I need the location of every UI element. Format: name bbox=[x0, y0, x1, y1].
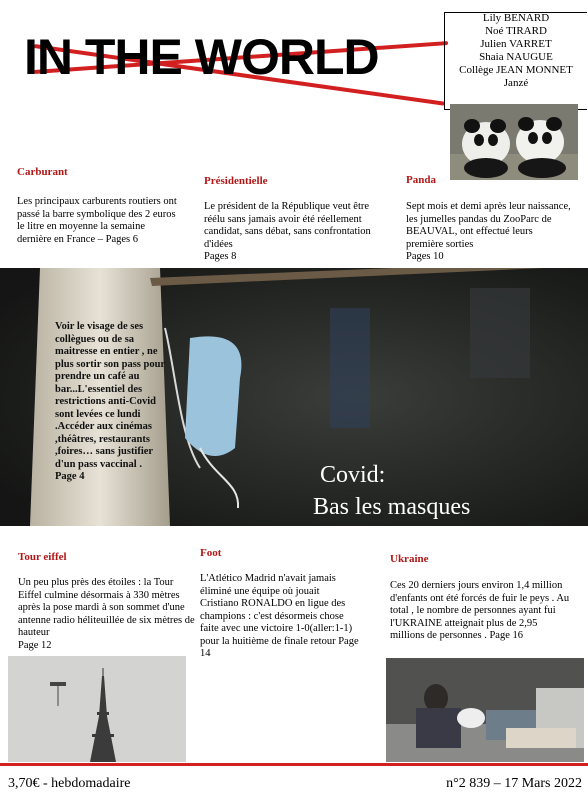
article-presidentielle-text: Le président de la République veut être réélu sans jamais avoir été réellement candidat, sans débat, sans confrontation d'idées bbox=[204, 201, 371, 250]
eiffel-photo bbox=[8, 656, 186, 762]
article-ukraine: Ces 20 derniers jours environ 1,4 million d'enfants ont été forcés de fuir le peys . Au total , le nombre de personnes ayant fui l'UKRAINE atteignait plus de 2,95 millions de personnes . Page 16 bbox=[390, 580, 570, 641]
section-title-ukraine: Ukraine bbox=[390, 553, 429, 565]
article-tour-eiffel bbox=[18, 577, 198, 652]
article-carburant: Les principaux carburents routiers ont passé la barre symbolique des 2 euros le litre en moyenne la semaine dernière en France – Pages 6 bbox=[17, 196, 177, 245]
cover-headline-1: Covid: bbox=[320, 462, 386, 488]
footer-divider bbox=[0, 763, 588, 766]
article-panda bbox=[406, 201, 571, 264]
footer-price: 3,70€ - hebdomadaire bbox=[8, 776, 131, 791]
article-foot: L'Atlético Madrid n'avait jamais éliminé une équipe où jouait Cristiano RONALDO en ligue des champions : c'est désormeis chose faite avec une victoire 1-0(aller:1-1) pour la huitième de finale retour Page 14 bbox=[200, 573, 359, 659]
author-line: Noé TIRARD bbox=[485, 25, 547, 37]
section-title-foot: Foot bbox=[200, 547, 222, 559]
panda-photo bbox=[450, 104, 578, 180]
article-presidentielle bbox=[204, 201, 374, 264]
footer-issue: n°2 839 – 17 Mars 2022 bbox=[446, 776, 582, 791]
cover-teaser: Voir le visage de ses collègues ou de sa maitresse en entier , ne plus sortir son pass pour prendre un café au bar...L'essentiel des restrictions anti-Covid sont levées ce lundi .Accéder aux cinémas ,théâtres, restaurants ,foires… sans justifier d'un pass vaccinal . Page 4 bbox=[55, 321, 165, 482]
ukraine-photo bbox=[386, 658, 584, 762]
section-title-carburant: Carburant bbox=[17, 166, 68, 178]
author-line: Julien VARRET bbox=[480, 38, 552, 50]
article-panda-text: Sept mois et demi après leur naissance, les jumelles pandas du ZooParc de BEAUVAL, ont effectué leurs première sorties bbox=[406, 201, 571, 250]
section-title-panda: Panda bbox=[406, 174, 436, 186]
cover-headline-2: Bas les masques bbox=[313, 494, 471, 520]
masthead-title bbox=[24, 28, 444, 88]
article-panda-pages: Pages 10 bbox=[406, 251, 444, 262]
section-title-tour-eiffel: Tour eiffel bbox=[18, 551, 67, 563]
masthead-text: IN THE WORLD bbox=[24, 29, 379, 85]
section-title-presidentielle: Présidentielle bbox=[204, 175, 268, 187]
author-line: Janzé bbox=[503, 77, 529, 89]
article-tour-eiffel-text: Un peu plus près des étoiles : la Tour Eiffel culmine désormais à 330 mètres après la pose mardi à son sommet d'une antenne radio héliteuillée de six mètres de hauteur bbox=[18, 577, 195, 638]
author-line: Shaia NAUGUE bbox=[479, 51, 553, 63]
article-tour-eiffel-pages: Page 12 bbox=[18, 639, 52, 651]
author-line: Collège JEAN MONNET bbox=[459, 64, 573, 76]
author-line: Lily BENARD bbox=[482, 12, 550, 24]
authors-box bbox=[444, 12, 588, 90]
article-presidentielle-pages: Pages 8 bbox=[204, 251, 237, 262]
